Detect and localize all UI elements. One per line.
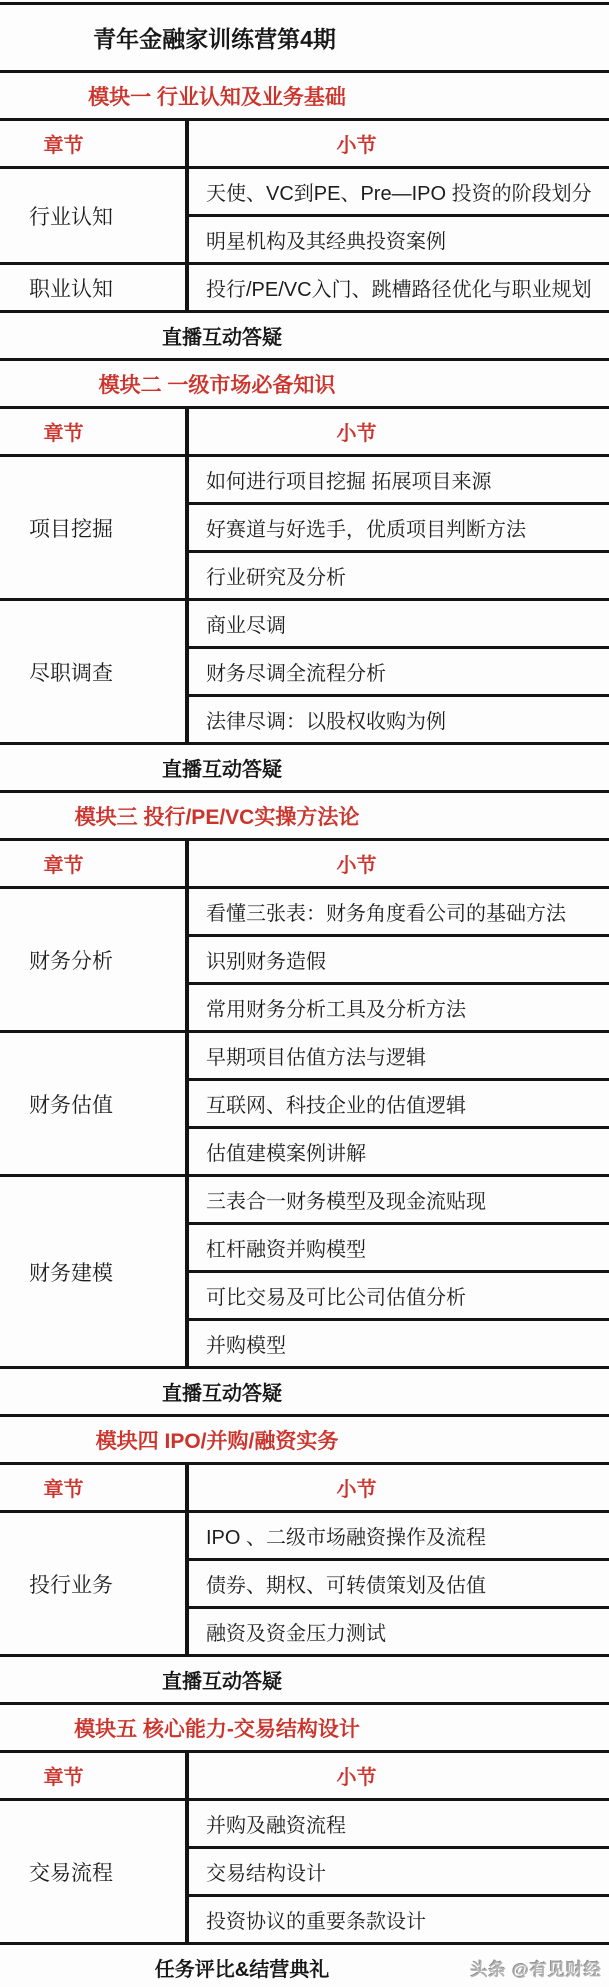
module-2-header: [0, 358, 609, 406]
chapter-column-header: 章节: [0, 1753, 189, 1798]
chapter-name: 投行业务: [0, 1513, 189, 1654]
section-cell: 好赛道与好选手，优质项目判断方法: [189, 502, 609, 550]
section-cell: 法律尽调：以股权收购为例: [189, 694, 609, 742]
section-list: [189, 457, 609, 598]
final-row: [0, 1942, 609, 1987]
chapter-name: 行业认知: [0, 169, 189, 262]
section-cell: 债券、期权、可转债策划及估值: [189, 1558, 609, 1606]
section-list: [189, 169, 609, 262]
live-qa-row: [0, 1366, 609, 1414]
section-cell: 互联网、科技企业的估值逻辑: [189, 1078, 609, 1126]
module-5-column-headers: [0, 1750, 609, 1798]
section-cell: 财务尽调全流程分析: [189, 646, 609, 694]
chapter-name: 财务估值: [0, 1033, 189, 1174]
chapter-name: 财务建模: [0, 1177, 189, 1366]
chapter-name: 项目挖掘: [0, 457, 189, 598]
section-column-header: 小节: [336, 423, 377, 445]
section-cell: 常用财务分析工具及分析方法: [189, 982, 609, 1030]
section-cell: 明星机构及其经典投资案例: [189, 214, 609, 262]
module-2-title: 模块二 一级市场必备知识: [98, 373, 336, 397]
section-list: [189, 601, 609, 742]
chapter-column-header: 章节: [0, 1465, 189, 1510]
live-qa-row: [0, 1654, 609, 1702]
course-table: [0, 2, 609, 1987]
chapter-row: [0, 598, 609, 742]
section-list: [189, 1513, 609, 1654]
module-5-header: [0, 1702, 609, 1750]
section-list: [189, 1177, 609, 1366]
module-1-header: [0, 70, 609, 118]
module-4-header: [0, 1414, 609, 1462]
chapter-column-header: 章节: [0, 409, 189, 454]
module-3-title: 模块三 投行/PE/VC实操方法论: [74, 805, 360, 829]
section-cell: 交易结构设计: [189, 1846, 609, 1894]
page-title-text: 青年金融家训练营第4期: [93, 26, 336, 52]
chapter-column-header: 章节: [0, 121, 189, 166]
module-1-title: 模块一 行业认知及业务基础: [88, 85, 346, 109]
module-5-title: 模块五 核心能力-交易结构设计: [74, 1717, 360, 1741]
section-column-header: 小节: [336, 1767, 377, 1789]
module-3-header: [0, 790, 609, 838]
chapter-column-header: 章节: [0, 841, 189, 886]
chapter-row: [0, 886, 609, 1030]
section-list: [189, 889, 609, 1030]
section-column-header: 小节: [336, 1479, 377, 1501]
section-list: [189, 265, 609, 310]
section-list: [189, 1033, 609, 1174]
live-qa-label: 直播互动答疑: [162, 1671, 282, 1693]
chapter-row: [0, 1030, 609, 1174]
chapter-row: [0, 1798, 609, 1942]
chapter-row: [0, 166, 609, 262]
section-cell: 如何进行项目挖掘 拓展项目来源: [206, 471, 492, 493]
section-cell: 投资协议的重要条款设计: [189, 1894, 609, 1942]
live-qa-row: [0, 310, 609, 358]
chapter-row: [0, 454, 609, 598]
section-cell: 识别财务造假: [189, 934, 609, 982]
page-title: [0, 5, 609, 70]
chapter-row: [0, 262, 609, 310]
section-cell: 行业研究及分析: [189, 550, 609, 598]
module-2-column-headers: [0, 406, 609, 454]
live-qa-label: 直播互动答疑: [162, 327, 282, 349]
watermark: 头条 @有见财经: [470, 1960, 602, 1979]
section-cell: 并购模型: [189, 1318, 609, 1366]
section-column-header: 小节: [336, 855, 377, 877]
section-cell: IPO 、二级市场融资操作及流程: [206, 1527, 487, 1549]
live-qa-row: [0, 742, 609, 790]
module-4-title: 模块四 IPO/并购/融资实务: [95, 1429, 339, 1453]
live-qa-label: 直播互动答疑: [162, 759, 282, 781]
section-list: [189, 1801, 609, 1942]
module-1-column-headers: [0, 118, 609, 166]
module-3-column-headers: [0, 838, 609, 886]
chapter-name: 职业认知: [0, 265, 189, 310]
chapter-name: 交易流程: [0, 1801, 189, 1942]
section-cell: 天使、VC到PE、Pre—IPO 投资的阶段划分: [206, 183, 592, 205]
section-cell: 商业尽调: [206, 615, 286, 637]
live-qa-label: 直播互动答疑: [162, 1383, 282, 1405]
module-4-column-headers: [0, 1462, 609, 1510]
chapter-row: [0, 1174, 609, 1366]
section-cell: 可比交易及可比公司估值分析: [189, 1270, 609, 1318]
chapter-name: 财务分析: [0, 889, 189, 1030]
section-cell: 估值建模案例讲解: [189, 1126, 609, 1174]
chapter-row: [0, 1510, 609, 1654]
section-cell: 看懂三张表：财务角度看公司的基础方法: [206, 903, 566, 925]
section-cell: 三表合一财务模型及现金流贴现: [206, 1191, 486, 1213]
section-cell: 早期项目估值方法与逻辑: [206, 1047, 426, 1069]
section-cell: 并购及融资流程: [206, 1815, 346, 1837]
section-cell: 投行/PE/VC入门、跳槽路径优化与职业规划: [206, 279, 592, 301]
final-row-label: 任务评比&结营典礼: [154, 1959, 330, 1981]
section-column-header: 小节: [336, 135, 377, 157]
chapter-name: 尽职调查: [0, 601, 189, 742]
section-cell: 杠杆融资并购模型: [189, 1222, 609, 1270]
section-cell: 融资及资金压力测试: [189, 1606, 609, 1654]
